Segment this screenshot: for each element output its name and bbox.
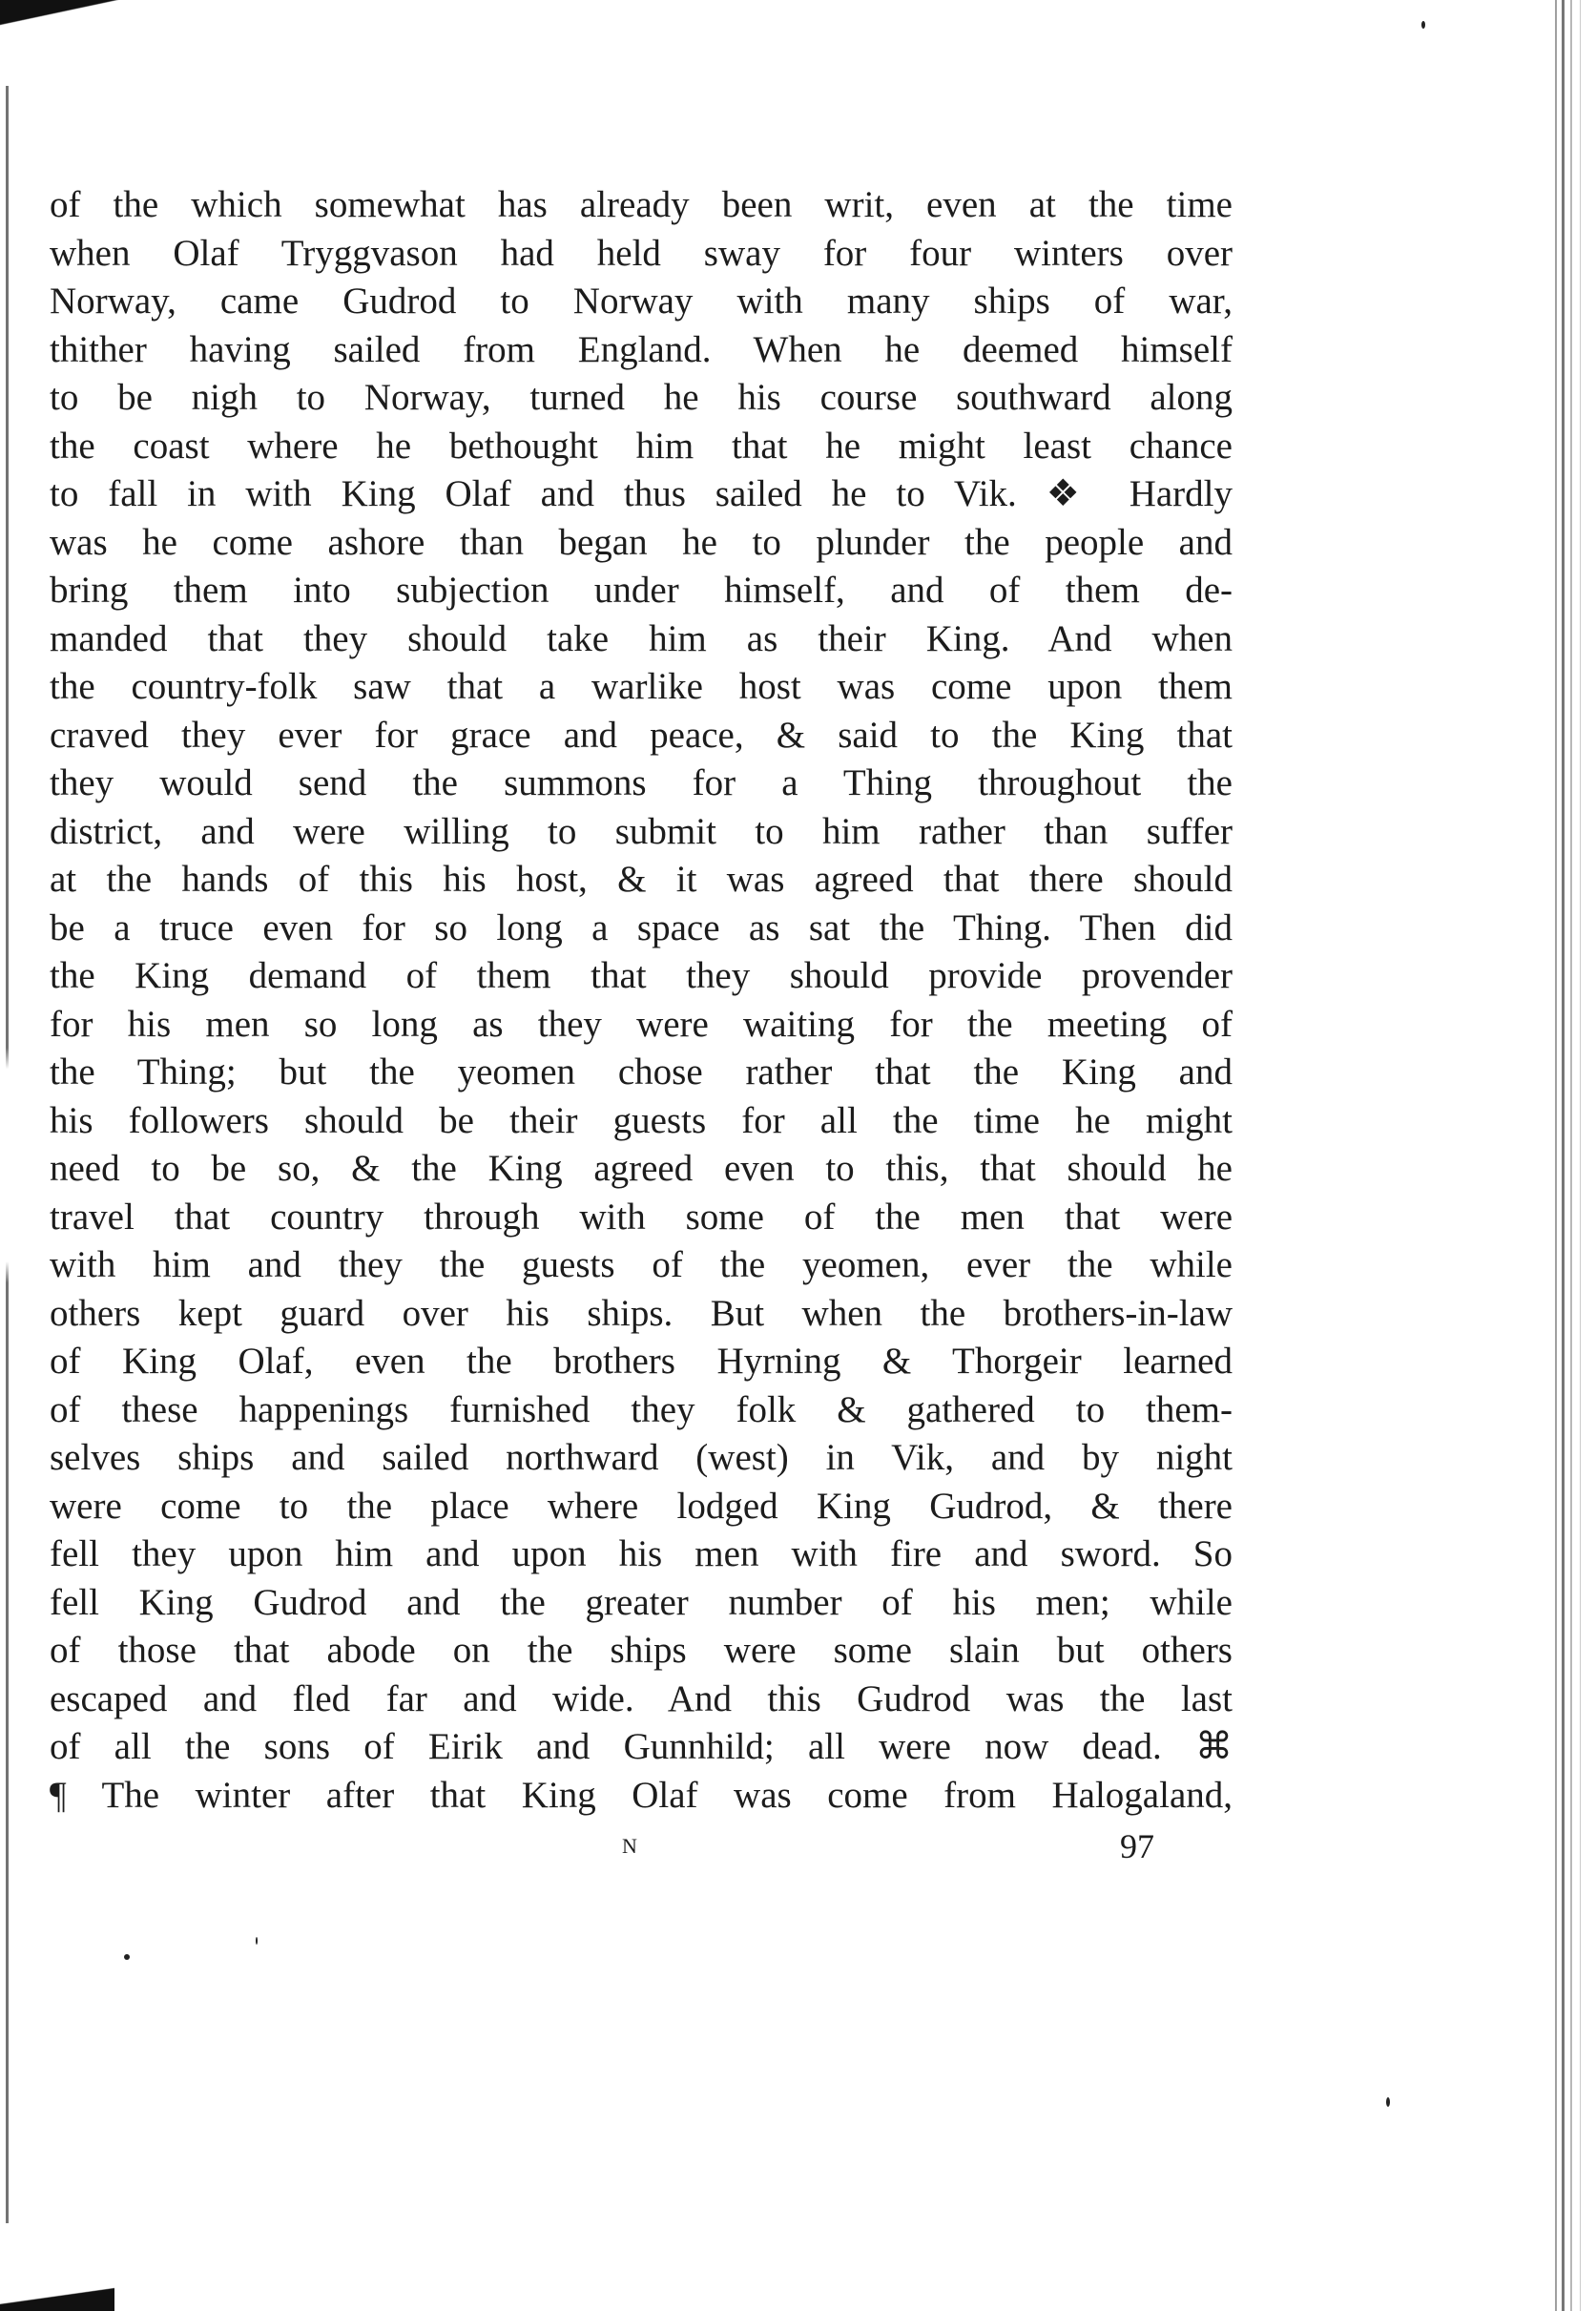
text-line: bring them into subjection under himself, and of them de- [50, 570, 1233, 611]
page-number: 97 [1120, 1827, 1154, 1865]
text-line: of all the sons of Eirik and Gunnhild; all were now dead. ⌘ [50, 1726, 1233, 1767]
text-line: of those that abode on the ships were some slain but others [50, 1630, 1233, 1671]
text-line: the Thing; but the yeomen chose rather that the King and [50, 1051, 1233, 1093]
text-line: at the hands of this his host, & it was agreed that there should [50, 859, 1233, 900]
text-line: district, and were willing to submit to him rather than suffer [50, 810, 1233, 852]
scan-speck [1386, 2097, 1390, 2107]
text-line: when Olaf Tryggvason had held sway for four winters over [50, 232, 1233, 274]
text-line: with him and they the guests of the yeomen, ever the while [50, 1244, 1233, 1285]
text-line: of the which somewhat has already been writ, even at the time [50, 184, 1233, 225]
text-line: to be nigh to Norway, turned he his course southward along [50, 377, 1233, 418]
signature-mark: N [622, 1834, 638, 1858]
text-line: travel that country through with some of the men that were [50, 1196, 1233, 1238]
page-edge-left [6, 86, 9, 2223]
text-line: selves ships and sailed northward (west) in Vik, and by night [50, 1437, 1233, 1478]
page-edge-right [1555, 0, 1557, 2311]
text-line: was he come ashore than began he to plunder the people and [50, 521, 1233, 563]
page-edge-right [1570, 0, 1572, 2311]
text-line: escaped and fled far and wide. And this Gudrod was the last [50, 1677, 1233, 1719]
text-line: to fall in with King Olaf and thus sailed he to Vik. ❖ Hardly [50, 473, 1233, 514]
text-line: ¶ The winter after that King Olaf was come from Halogaland, [50, 1774, 1233, 1816]
text-line: others kept guard over his ships. But when the brothers-in-law [50, 1292, 1233, 1334]
scan-speck [256, 1937, 258, 1945]
text-line: craved they ever for grace and peace, & said to the King that [50, 714, 1233, 756]
text-line: fell King Gudrod and the greater number of his men; while [50, 1581, 1233, 1623]
scan-shadow-top-left [0, 0, 162, 76]
page-footer [50, 1827, 1233, 1882]
text-line: of these happenings furnished they folk & gathered to them- [50, 1388, 1233, 1430]
text-line: need to be so, & the King agreed even to this, that should he [50, 1148, 1233, 1189]
scan-speck [124, 1954, 130, 1960]
text-line: were come to the place where lodged King Gudrod, & there [50, 1485, 1233, 1527]
text-line: manded that they should take him as their King. And when [50, 617, 1233, 659]
scan-shadow-bottom-left [0, 2225, 114, 2311]
page-edge-right [1580, 0, 1581, 2311]
text-line: the country-folk saw that a warlike host was come upon them [50, 666, 1233, 707]
text-line: his followers should be their guests for all the time he might [50, 1099, 1233, 1141]
text-line: be a truce even for so long a space as sat the Thing. Then did [50, 906, 1233, 948]
text-line: fell they upon him and upon his men with fire and sword. So [50, 1533, 1233, 1574]
text-line: the King demand of them that they should provide provender [50, 955, 1233, 996]
text-line: they would send the summons for a Thing throughout the [50, 762, 1233, 803]
text-line: Norway, came Gudrod to Norway with many ships of war, [50, 281, 1233, 322]
text-line: for his men so long as they were waiting for the meeting of [50, 1003, 1233, 1045]
page-edge-right [1562, 0, 1565, 2311]
body-text [50, 181, 1233, 1820]
scan-speck [1421, 21, 1425, 29]
text-line: of King Olaf, even the brothers Hyrning & Thorgeir learned [50, 1341, 1233, 1382]
text-line: the coast where he bethought him that he might least chance [50, 425, 1233, 467]
text-line: thither having sailed from England. When he deemed himself [50, 328, 1233, 370]
